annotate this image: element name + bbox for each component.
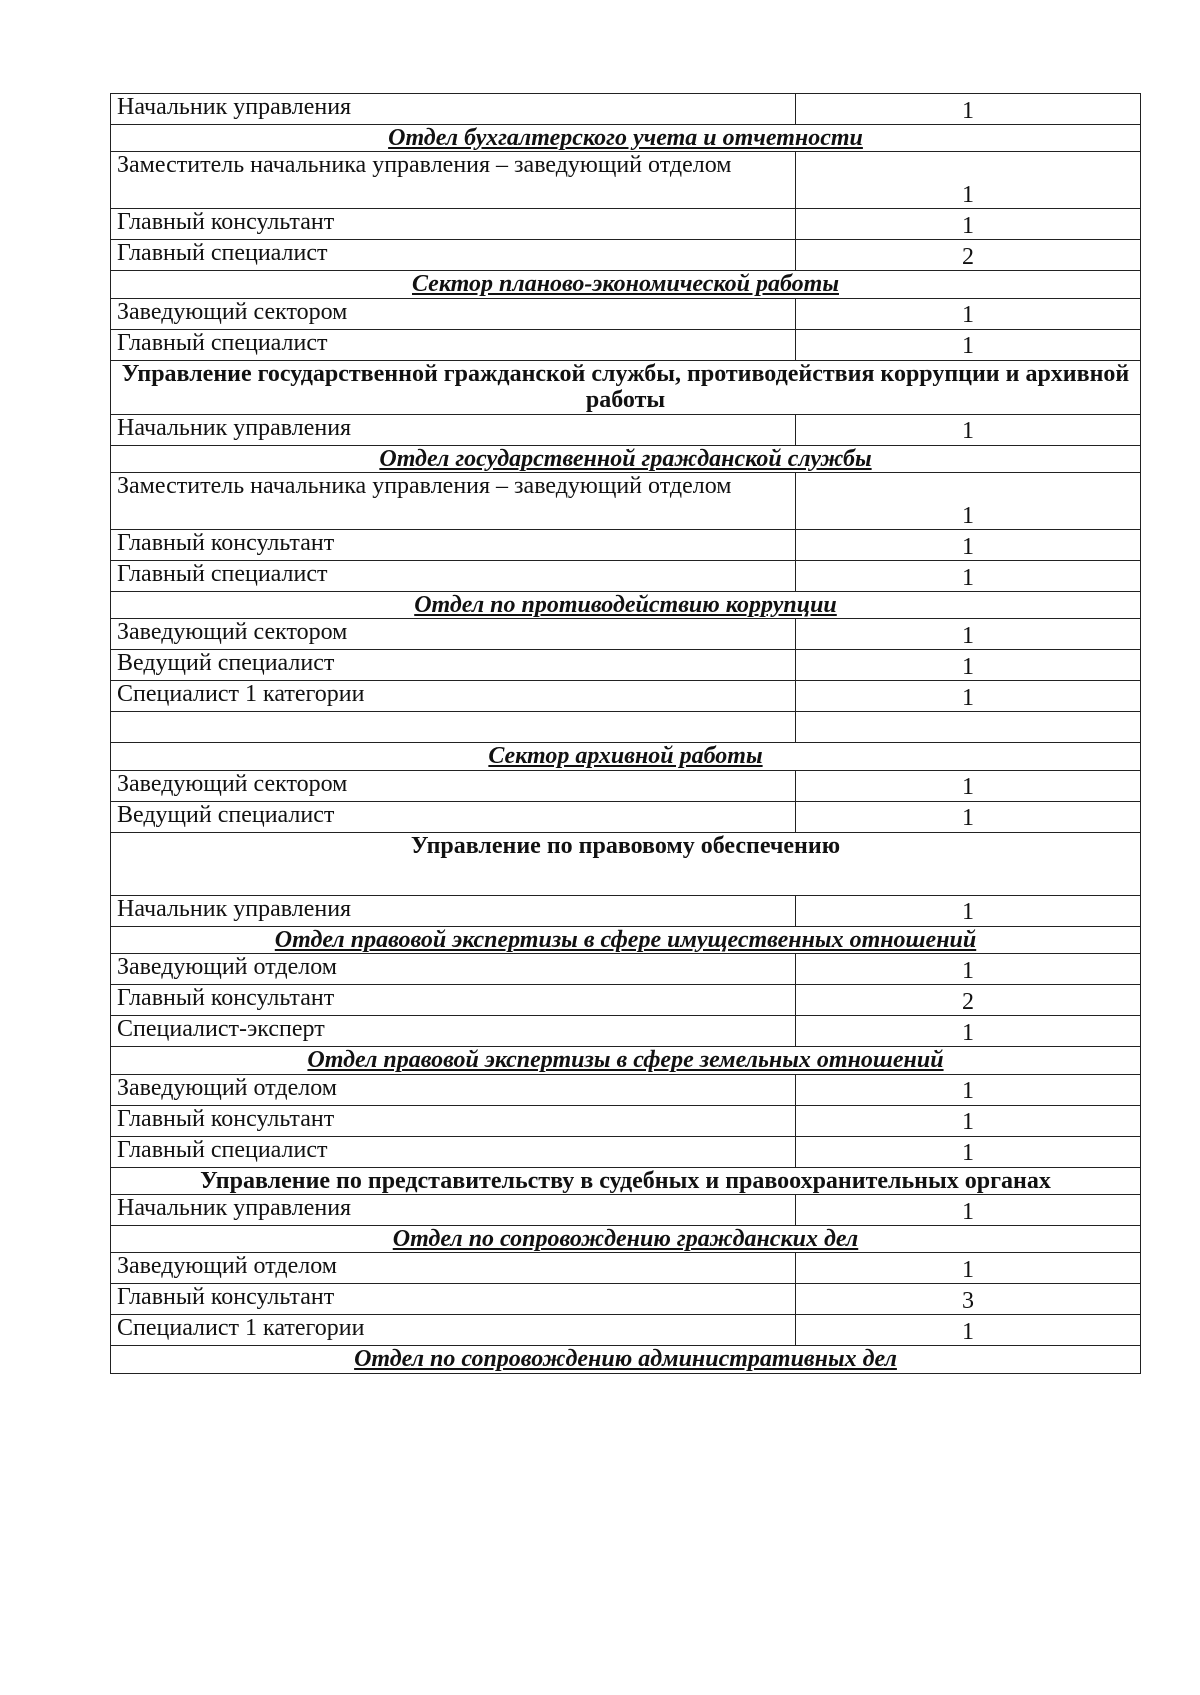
position-name: Ведущий специалист xyxy=(111,801,796,832)
position-row xyxy=(111,298,1141,329)
position-count: 1 xyxy=(796,529,1141,560)
position-name: Заведующий отделом xyxy=(111,1074,796,1105)
empty-cell xyxy=(111,712,796,743)
staff-table-sheet xyxy=(110,93,1140,1374)
directorate-header-row xyxy=(111,360,1141,414)
position-row xyxy=(111,985,1141,1016)
position-row xyxy=(111,529,1141,560)
position-row xyxy=(111,801,1141,832)
position-count: 1 xyxy=(796,801,1141,832)
department-title: Отдел по противодействию коррупции xyxy=(111,591,1141,618)
position-count: 2 xyxy=(796,240,1141,271)
position-name: Главный специалист xyxy=(111,329,796,360)
position-row xyxy=(111,619,1141,650)
position-name: Главный консультант xyxy=(111,1284,796,1315)
position-row xyxy=(111,1194,1141,1225)
directorate-title: Управление по правовому обеспечению xyxy=(111,832,1141,895)
position-count: 1 xyxy=(796,94,1141,125)
position-row xyxy=(111,329,1141,360)
department-header-row xyxy=(111,1225,1141,1252)
position-count: 1 xyxy=(796,1194,1141,1225)
position-row xyxy=(111,650,1141,681)
directorate-title: Управление по представительству в судебных и правоохранительных органах xyxy=(111,1167,1141,1194)
position-name: Начальник управления xyxy=(111,414,796,445)
position-count: 1 xyxy=(796,1253,1141,1284)
position-name: Специалист 1 категории xyxy=(111,1315,796,1346)
position-count: 1 xyxy=(796,298,1141,329)
position-name: Начальник управления xyxy=(111,94,796,125)
department-header-row xyxy=(111,271,1141,298)
directorate-title: Управление государственной гражданской службы, противодействия коррупции и архивной работы xyxy=(111,360,1141,414)
position-name: Заведующий сектором xyxy=(111,298,796,329)
department-title: Отдел по сопровождению административных дел xyxy=(111,1346,1141,1373)
position-name: Заведующий сектором xyxy=(111,619,796,650)
position-name: Заведующий сектором xyxy=(111,770,796,801)
position-name: Главный специалист xyxy=(111,240,796,271)
position-name: Заместитель начальника управления – заведующий отделом xyxy=(111,152,796,209)
position-name: Начальник управления xyxy=(111,1194,796,1225)
position-row xyxy=(111,1253,1141,1284)
empty-row xyxy=(111,712,1141,743)
staff-table xyxy=(110,93,1141,1374)
position-count: 1 xyxy=(796,954,1141,985)
position-row xyxy=(111,152,1141,209)
position-count: 1 xyxy=(796,1105,1141,1136)
position-count: 1 xyxy=(796,1016,1141,1047)
position-name: Заведующий отделом xyxy=(111,1253,796,1284)
position-row xyxy=(111,1136,1141,1167)
position-count: 1 xyxy=(796,414,1141,445)
position-name: Специалист-эксперт xyxy=(111,1016,796,1047)
position-row xyxy=(111,414,1141,445)
position-row xyxy=(111,770,1141,801)
department-title: Сектор планово-экономической работы xyxy=(111,271,1141,298)
department-title: Отдел правовой экспертизы в сфере земельных отношений xyxy=(111,1047,1141,1074)
position-count: 1 xyxy=(796,329,1141,360)
empty-cell xyxy=(796,712,1141,743)
position-count: 1 xyxy=(796,681,1141,712)
position-count: 1 xyxy=(796,895,1141,926)
position-row xyxy=(111,1315,1141,1346)
position-row xyxy=(111,1016,1141,1047)
position-row xyxy=(111,472,1141,529)
department-header-row xyxy=(111,445,1141,472)
position-name: Заведующий отделом xyxy=(111,954,796,985)
position-row xyxy=(111,209,1141,240)
directorate-header-row xyxy=(111,1167,1141,1194)
position-count: 1 xyxy=(796,619,1141,650)
position-count: 1 xyxy=(796,1136,1141,1167)
position-name: Главный консультант xyxy=(111,985,796,1016)
department-title: Отдел бухгалтерского учета и отчетности xyxy=(111,125,1141,152)
position-name: Главный консультант xyxy=(111,529,796,560)
position-row xyxy=(111,954,1141,985)
position-name: Главный специалист xyxy=(111,560,796,591)
position-name: Ведущий специалист xyxy=(111,650,796,681)
position-count: 1 xyxy=(796,152,1141,209)
position-name: Начальник управления xyxy=(111,895,796,926)
position-row xyxy=(111,1284,1141,1315)
department-title: Отдел государственной гражданской службы xyxy=(111,445,1141,472)
position-row xyxy=(111,681,1141,712)
department-header-row xyxy=(111,926,1141,953)
position-row xyxy=(111,240,1141,271)
position-row xyxy=(111,560,1141,591)
position-count: 1 xyxy=(796,1074,1141,1105)
position-count: 1 xyxy=(796,1315,1141,1346)
department-title: Сектор архивной работы xyxy=(111,743,1141,770)
department-header-row xyxy=(111,1346,1141,1373)
position-row xyxy=(111,1105,1141,1136)
staff-table-body xyxy=(111,94,1141,1374)
department-header-row xyxy=(111,125,1141,152)
position-name: Главный специалист xyxy=(111,1136,796,1167)
position-row xyxy=(111,1074,1141,1105)
position-count: 1 xyxy=(796,472,1141,529)
position-name: Главный консультант xyxy=(111,1105,796,1136)
department-header-row xyxy=(111,591,1141,618)
department-title: Отдел по сопровождению гражданских дел xyxy=(111,1225,1141,1252)
position-row xyxy=(111,94,1141,125)
position-count: 3 xyxy=(796,1284,1141,1315)
position-name: Главный консультант xyxy=(111,209,796,240)
position-count: 1 xyxy=(796,560,1141,591)
position-row xyxy=(111,895,1141,926)
directorate-header-row xyxy=(111,832,1141,895)
department-title: Отдел правовой экспертизы в сфере имущественных отношений xyxy=(111,926,1141,953)
position-count: 1 xyxy=(796,650,1141,681)
position-name: Заместитель начальника управления – заведующий отделом xyxy=(111,472,796,529)
department-header-row xyxy=(111,743,1141,770)
position-name: Специалист 1 категории xyxy=(111,681,796,712)
position-count: 1 xyxy=(796,770,1141,801)
department-header-row xyxy=(111,1047,1141,1074)
position-count: 1 xyxy=(796,209,1141,240)
position-count: 2 xyxy=(796,985,1141,1016)
